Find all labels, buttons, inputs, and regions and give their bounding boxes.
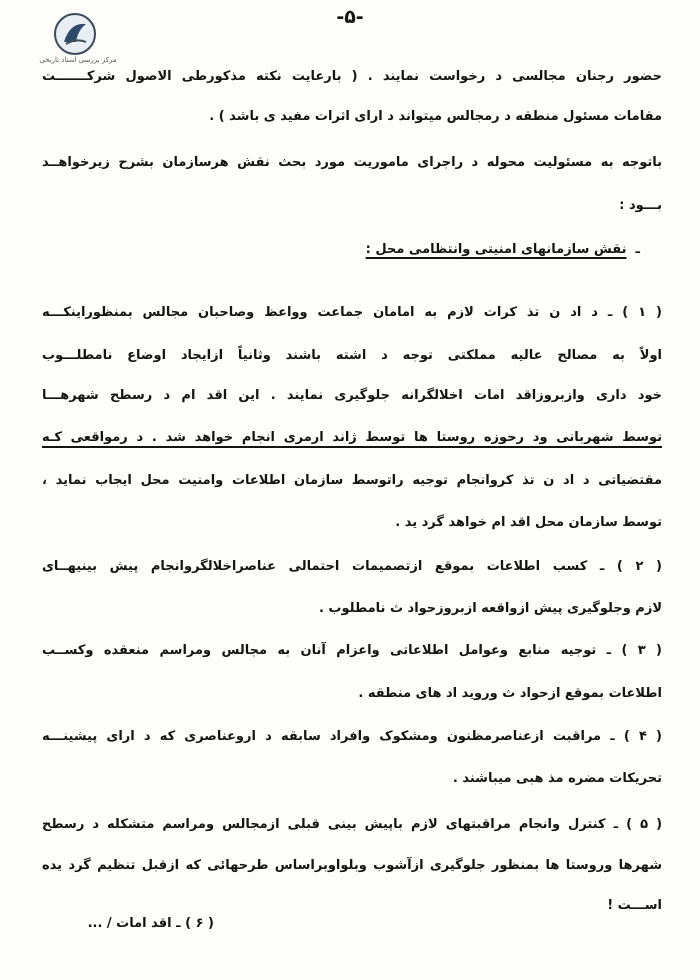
section-heading-title: نقش سازمانهای امنیتی وانتظامی محل : [365,242,627,257]
text-line: اســـت ! [607,898,662,913]
text-line: بـــود : [619,198,662,213]
heading-dash: ـ [626,242,640,257]
text-line: ( ۱ ) ـ د اد ن تذ کرات لازم به امامان جماعت وواعظ وصاحبان مجالس بمنظوراینکـــه [42,305,662,320]
text-line: لازم وجلوگیری پیش ازواقعه ازبروزحواد ث نامطلوب . [318,601,662,616]
text-line: تحریکات مضره مذ هبی میباشند . [452,771,662,786]
text-line: توسط سازمان محل اقد ام خواهد گرد ید . [395,515,662,530]
text-line: توسط شهربانی ود رحوزه روستا ها توسط ژاند ارمری انجام خواهد شد . د رمواقعی کـه [42,430,662,445]
logo-caption: مرکز بررسی اسناد تاریخی [39,56,117,64]
text-line: خود داری وازبروزاقد امات اخلالگرانه جلوگیری نمایند . این اقد ام د رسطح شهرهـــا [42,388,662,403]
text-line: باتوجه به مسئولیت محوله د راجرای ماموریت مورد بحث نقش هرسازمان بشرح زیرخواهــد [42,155,662,170]
text-line: شهرها وروستا ها بمنظور جلوگیری ازآشوب وبلواوبراساس طرحهائی که ازقبل تنظیم گرد یده [42,858,662,873]
text-line: ( ۴ ) ـ مراقبت ازعناصرمظنون ومشکوک وافراد سابقه د اروعناصری که د ارای پیشینـــه [42,729,662,744]
text-line: مقامات مسئول منطقه د رمجالس میتواند د ارای اثرات مفید ی باشد ) . [209,109,662,124]
text-line: حضور رجنان مجالسی د رخواست نمایند . ( بارعایت نکته مذکورطی الاصول شرکـــــــت [42,69,662,84]
page-number: -۵- [336,6,364,28]
text-line: ( ۵ ) ـ کنترل وانجام مراقبتهای لازم باپیش بینی قبلی ازمجالس ومراسم متشکله د رسطح [42,817,663,832]
text-line: مقتضیاتی د اد ن تذ کروانجام توجیه راتوسط سازمان اطلاعات وامنیت محل ایجاب نماید ، [42,473,662,488]
text-line: ( ۳ ) ـ توجیه منابع وعوامل اطلاعاتی واعزام آنان به مجالس ومراسم منعقده وکســب [42,643,662,658]
text-line: اطلاعات بموقع ازحواد ث وروید اد های منطقه . [358,686,662,701]
text-line: اولاً به مصالح عالیه مملکتی توجه د اشته باشند وثانیاً ازایجاد اوضاع نامطلـــوب [42,348,662,363]
text-line: ( ۲ ) ـ کسب اطلاعات بموقع ازتصمیمات احتمالی عناصراخلالگروانجام پیش بینیهــای [42,559,662,574]
section-heading [366,240,640,260]
text-line: ( ۶ ) ـ اقد امات / ... [87,916,214,931]
